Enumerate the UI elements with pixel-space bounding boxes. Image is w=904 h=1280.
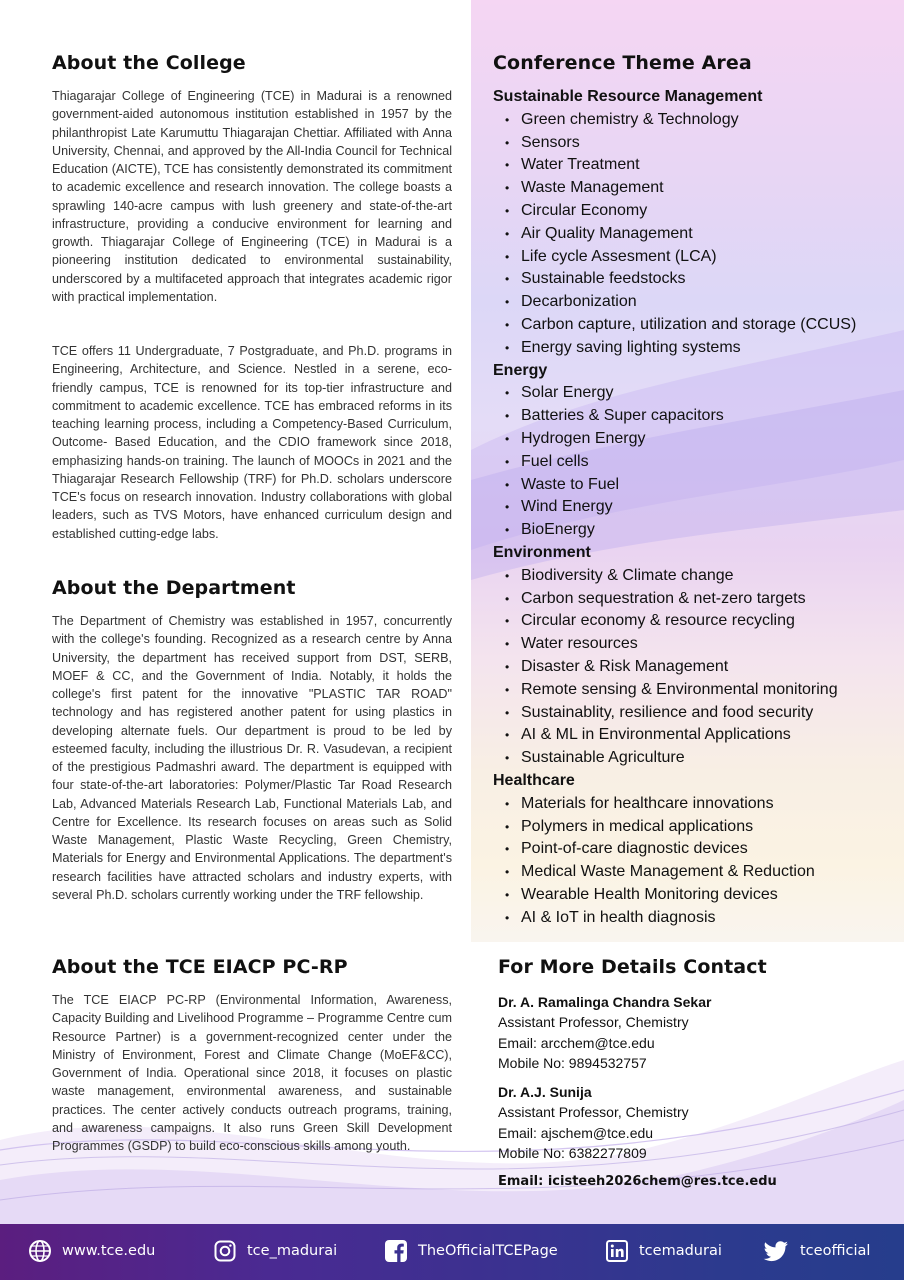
theme-item <box>493 588 893 611</box>
theme-item <box>493 861 893 884</box>
theme-item <box>493 177 893 200</box>
theme-item <box>493 154 893 177</box>
theme-item-label: Wearable Health Monitoring devices <box>521 885 778 903</box>
contact-person-1 <box>498 992 888 1074</box>
theme-item-label: Hydrogen Energy <box>521 429 646 447</box>
theme-item <box>493 428 893 451</box>
bullet-icon: • <box>505 568 510 583</box>
theme-item <box>493 132 893 155</box>
theme-category-title: Environment <box>493 543 591 561</box>
theme-item-label: Point-of-care diagnostic devices <box>521 840 748 858</box>
contact-email[interactable]: Email: arcchem@tce.edu <box>498 1034 655 1051</box>
theme-item <box>493 382 893 405</box>
bullet-icon: • <box>505 454 510 469</box>
theme-item-label: Wind Energy <box>521 498 613 516</box>
theme-item-label: Materials for healthcare innovations <box>521 794 774 812</box>
bullet-icon: • <box>505 614 510 629</box>
theme-area-title: Conference Theme Area <box>493 52 752 74</box>
theme-item <box>493 109 893 132</box>
about-department-title: About the Department <box>52 577 296 599</box>
facebook-link[interactable] <box>384 1238 558 1264</box>
theme-item <box>493 519 893 542</box>
bullet-icon: • <box>505 842 510 857</box>
bullet-icon: • <box>505 272 510 287</box>
website-link[interactable] <box>28 1238 155 1264</box>
theme-item <box>493 268 893 291</box>
bullet-icon: • <box>505 295 510 310</box>
theme-item <box>493 679 893 702</box>
about-college-title: About the College <box>52 52 246 74</box>
theme-item <box>493 610 893 633</box>
instagram-label: tce_madurai <box>247 1243 338 1259</box>
theme-item-label: Circular economy & resource recycling <box>521 612 795 630</box>
theme-item <box>493 884 893 907</box>
bullet-icon: • <box>505 409 510 424</box>
theme-item-label: Life cycle Assesment (LCA) <box>521 247 717 265</box>
twitter-link[interactable] <box>762 1238 870 1264</box>
instagram-link[interactable] <box>213 1238 337 1264</box>
bullet-icon: • <box>505 591 510 606</box>
theme-item-label: Energy saving lighting systems <box>521 338 741 356</box>
theme-item <box>493 200 893 223</box>
conference-email[interactable]: Email: icisteeh2026chem@res.tce.edu <box>498 1174 777 1189</box>
bullet-icon: • <box>505 637 510 652</box>
theme-item-label: Air Quality Management <box>521 224 693 242</box>
bullet-icon: • <box>505 751 510 766</box>
facebook-label: TheOfficialTCEPage <box>418 1243 558 1259</box>
theme-item-label: Waste to Fuel <box>521 475 620 493</box>
bullet-icon: • <box>505 796 510 811</box>
theme-category-title: Energy <box>493 361 548 379</box>
about-college-paragraph-2: TCE offers 11 Undergraduate, 7 Postgraduate, and Ph.D. programs in Engineering, Architecture, and Science. Nestled in a serene, eco-friendly campus, TCE is renowned for its top-tier infrastructure and commitment to academic excellence. TCE has embraced reforms in its teaching learning process, including a Competency-Based Curriculum, Outcome- Based Education, and the CDIO framework since 2018, emphasizing hands-on training. The launch of MOOCs in 2021 and the Thiagarajar Research Fellowship (TRF) for Ph.D. scholars underscore TCE's focus on research innovation. Industry collaborations with global leaders, such as TVS Motors, have enhanced curriculum design and established cutting-edge labs. <box>52 344 452 541</box>
twitter-label: tceofficial <box>800 1243 871 1259</box>
bullet-icon: • <box>505 317 510 332</box>
bullet-icon: • <box>505 158 510 173</box>
instagram-icon <box>213 1239 237 1263</box>
about-college-paragraph-1: Thiagarajar College of Engineering (TCE) in Madurai is a renowned government-aided autonomous institution established in 1957 by the philanthropist Late Karumuttu Thiagarajan Chettiar. Affiliated with Anna University, Chennai, and approved by the All-India Council for Technical Education (AICTE), TCE has consistently demonstrated its commitment to academic excellence and research innovation. The college boasts a sprawling 140-acre campus with lush greenery and state-of-the-art infrastructure, providing a conducive environment for learning and growth. Thiagarajar College of Engineering (TCE) in Madurai is a pioneering institution dedicated to environmental sustainability, underscored by a multifaceted approach that integrates academic rigor with practical implementation. <box>52 89 452 304</box>
bullet-icon: • <box>505 181 510 196</box>
bullet-icon: • <box>505 431 510 446</box>
theme-item-label: Decarbonization <box>521 293 637 311</box>
bullet-icon: • <box>505 523 510 538</box>
theme-item-label: Disaster & Risk Management <box>521 657 729 675</box>
theme-item <box>493 337 893 360</box>
contact-mobile: Mobile No: 6382277809 <box>498 1145 647 1162</box>
bullet-icon: • <box>505 659 510 674</box>
website-label: www.tce.edu <box>62 1243 156 1259</box>
facebook-icon <box>384 1239 408 1263</box>
bullet-icon: • <box>505 386 510 401</box>
theme-item-label: Waste Management <box>521 179 664 197</box>
theme-item-label: Fuel cells <box>521 452 589 470</box>
about-eiacp-paragraph: The TCE EIACP PC-RP (Environmental Information, Awareness, Capacity Building and Livelihood Programme – Programme Centre cum Resource Partner) is a government-recognized center under the Ministry of Environment, Forest and Climate Change (MoEF&CC), Government of India. Operational since 2018, it focuses on plastic waste management, environmental awareness, and sustainable practices. The center actively conducts outreach programs, training, and awareness campaigns. It also runs Green Skill Development Programmes (GSDP) to build eco-conscious skills among youth. <box>52 993 452 1153</box>
twitter-icon <box>762 1238 790 1264</box>
theme-item-label: Polymers in medical applications <box>521 817 754 835</box>
bullet-icon: • <box>505 819 510 834</box>
theme-item-label: Sensors <box>521 133 580 151</box>
theme-item-label: Water Treatment <box>521 156 640 174</box>
theme-item-label: Sustainablity, resilience and food security <box>521 703 814 721</box>
theme-item <box>493 291 893 314</box>
theme-item-label: Sustainable feedstocks <box>521 270 686 288</box>
theme-item-label: BioEnergy <box>521 521 595 539</box>
theme-category-title: Sustainable Resource Management <box>493 88 763 105</box>
theme-item <box>493 838 893 861</box>
theme-item-label: Medical Waste Management & Reduction <box>521 863 815 881</box>
theme-item <box>493 246 893 269</box>
linkedin-icon <box>605 1239 629 1263</box>
theme-item-label: Biodiversity & Climate change <box>521 566 734 584</box>
bullet-icon: • <box>505 887 510 902</box>
theme-item <box>493 565 893 588</box>
theme-item <box>493 405 893 428</box>
theme-item <box>493 474 893 497</box>
contact-person-2 <box>498 1082 888 1164</box>
theme-item <box>493 633 893 656</box>
theme-item-label: Sustainable Agriculture <box>521 749 685 767</box>
theme-item <box>493 724 893 747</box>
theme-item-label: Carbon capture, utilization and storage (CCUS) <box>521 315 857 333</box>
theme-item-label: Carbon sequestration & net-zero targets <box>521 589 806 607</box>
theme-item-label: Circular Economy <box>521 201 648 219</box>
bullet-icon: • <box>505 203 510 218</box>
bullet-icon: • <box>505 340 510 355</box>
theme-item <box>493 702 893 725</box>
theme-item-label: AI & ML in Environmental Applications <box>521 726 791 744</box>
bullet-icon: • <box>505 249 510 264</box>
bullet-icon: • <box>505 682 510 697</box>
theme-item-label: Green chemistry & Technology <box>521 110 739 128</box>
theme-item-label: Remote sensing & Environmental monitoring <box>521 680 838 698</box>
contact-email[interactable]: Email: ajschem@tce.edu <box>498 1124 654 1141</box>
theme-category-title: Healthcare <box>493 771 575 789</box>
bullet-icon: • <box>505 500 510 515</box>
contact-role: Assistant Professor, Chemistry <box>498 1014 689 1031</box>
theme-item <box>493 816 893 839</box>
bullet-icon: • <box>505 477 510 492</box>
bullet-icon: • <box>505 910 510 925</box>
bullet-icon: • <box>505 112 510 127</box>
theme-item-label: AI & IoT in health diagnosis <box>521 908 716 926</box>
contact-title: For More Details Contact <box>498 956 767 978</box>
linkedin-label: tcemadurai <box>639 1243 722 1259</box>
theme-list <box>493 86 893 929</box>
contact-mobile: Mobile No: 9894532757 <box>498 1055 647 1072</box>
contact-name: Dr. A.J. Sunija <box>498 1084 592 1100</box>
globe-icon <box>28 1239 52 1263</box>
linkedin-link[interactable] <box>605 1238 722 1264</box>
theme-item <box>493 496 893 519</box>
bullet-icon: • <box>505 226 510 241</box>
theme-item <box>493 747 893 770</box>
bullet-icon: • <box>505 135 510 150</box>
theme-item <box>493 451 893 474</box>
theme-item <box>493 223 893 246</box>
about-eiacp-title: About the TCE EIACP PC-RP <box>52 956 348 978</box>
bullet-icon: • <box>505 728 510 743</box>
theme-item-label: Water resources <box>521 635 638 653</box>
footer-bar <box>0 1224 904 1280</box>
theme-item <box>493 793 893 816</box>
theme-item <box>493 314 893 337</box>
bullet-icon: • <box>505 705 510 720</box>
contact-role: Assistant Professor, Chemistry <box>498 1104 689 1121</box>
theme-item <box>493 656 893 679</box>
about-department-paragraph: The Department of Chemistry was established in 1957, concurrently with the college's founding. Recognized as a research centre by Anna University, the department has received support from DST, SERB, MOEF & CC, and the Government of India. Notably, it holds the college's first patent for the innovative "PLASTIC TAR ROAD" technology and has registered another patent for using plastics in developing alternate fuels. Our department is proud to be led by esteemed faculty, including the illustrious Dr. R. Vasudevan, a recipient of the prestigious Padmashri award. The department is equipped with four state-of-the-art laboratories: Polymer/Plastic Tar Road Research Lab, Advanced Materials Research Lab, Functional Materials Lab, and Centre for Excellence. Its research focuses on areas such as Solid Waste Management, Plastic Waste Recycling, Green Chemistry, Materials for Energy and Environmental Applications. The department's research facilities have attracted scholars and industry experts, with several Ph.D. scholars currently working under the TRF fellowship. <box>52 614 452 902</box>
contact-name: Dr. A. Ramalinga Chandra Sekar <box>498 994 712 1010</box>
theme-item-label: Batteries & Super capacitors <box>521 407 724 425</box>
theme-item-label: Solar Energy <box>521 384 614 402</box>
theme-item <box>493 907 893 930</box>
bullet-icon: • <box>505 865 510 880</box>
